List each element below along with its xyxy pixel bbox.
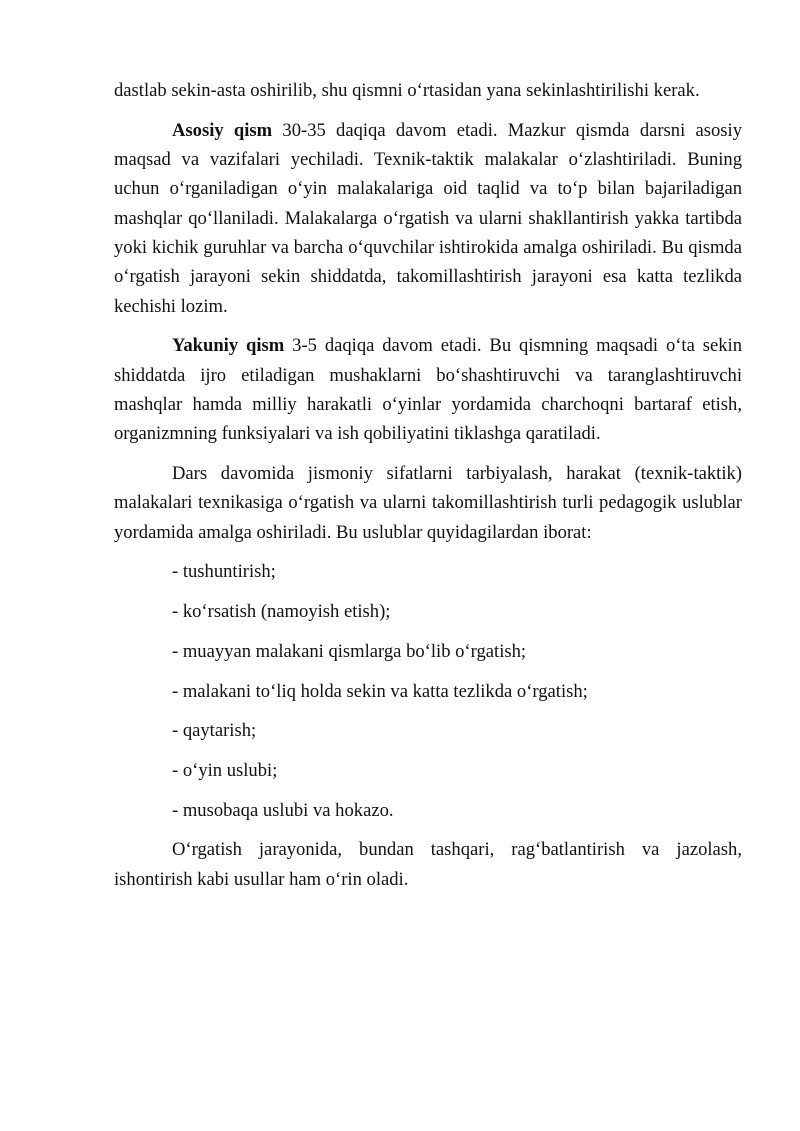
final-part-text: 3-5 daqiqa davom etadi. Bu qismning maqsadi o‘ta sekin shiddatda ijro etiladigan mushaklarni bo‘shashtiruvchi va taranglashtiruvchi mashqlar hamda milliy harakatli o‘yinlar yordamida charchoqni bartaraf etish, organizmning funksiyalari va ish qobiliyatini tiklashga qaratiladi. <box>114 335 742 445</box>
paragraph-main-part <box>114 116 742 321</box>
list-item: - qaytarish; <box>172 720 257 742</box>
paragraph-final-part <box>114 331 742 448</box>
main-part-text: 30-35 daqiqa davom etadi. Mazkur qismda darsni asosiy maqsad va vazifalari yechiladi. Texnik-taktik malakalar o‘zlashtiriladi. Buning uchun o‘rganiladigan o‘yin malakalariga oid taqlid va to‘p bilan bajariladigan mashqlar qo‘llaniladi. Malakalarga o‘rgatish va ularni shakllantirish yakka tartibda yoki kichik guruhlar va barcha o‘quvchilar ishtirokida amalga oshiriladi. Bu qismda o‘rgatish jarayoni sekin shiddatda, takomillashtirish jarayoni esa katta tezlikda kechishi lozim. <box>114 119 742 317</box>
paragraph-methods-intro: Dars davomida jismoniy sifatlarni tarbiyalash, harakat (texnik-taktik) malakalari texnikasiga o‘rgatish va ularni takomillashtirish turli pedagogik uslublar yordamida amalga oshiriladi. Bu uslublar quyidagilardan iborat: <box>114 463 742 543</box>
list-item: - muayyan malakani qismlarga bo‘lib o‘rgatish; <box>172 640 527 662</box>
list-item: - malakani to‘liq holda sekin va katta tezlikda o‘rgatish; <box>172 680 588 702</box>
list-item: - musobaqa uslubi va hokazo. <box>172 799 394 821</box>
list-item: - ko‘rsatish (namoyish etish); <box>172 601 391 623</box>
list-item: - o‘yin uslubi; <box>172 759 278 781</box>
main-part-heading: Asosiy qism <box>172 119 273 141</box>
list-item: - tushuntirish; <box>172 561 276 583</box>
final-part-heading: Yakuniy qism <box>172 335 285 357</box>
paragraph-intro: dastlab sekin-asta oshirilib, shu qismni o‘rtasidan yana sekinlashtirilishi kerak. <box>114 80 700 101</box>
document-page <box>114 76 742 894</box>
paragraph-conclusion: O‘rgatish jarayonida, bundan tashqari, rag‘batlantirish va jazolash, ishontirish kabi usullar ham o‘rin oladi. <box>114 839 742 890</box>
methods-list <box>114 557 742 824</box>
